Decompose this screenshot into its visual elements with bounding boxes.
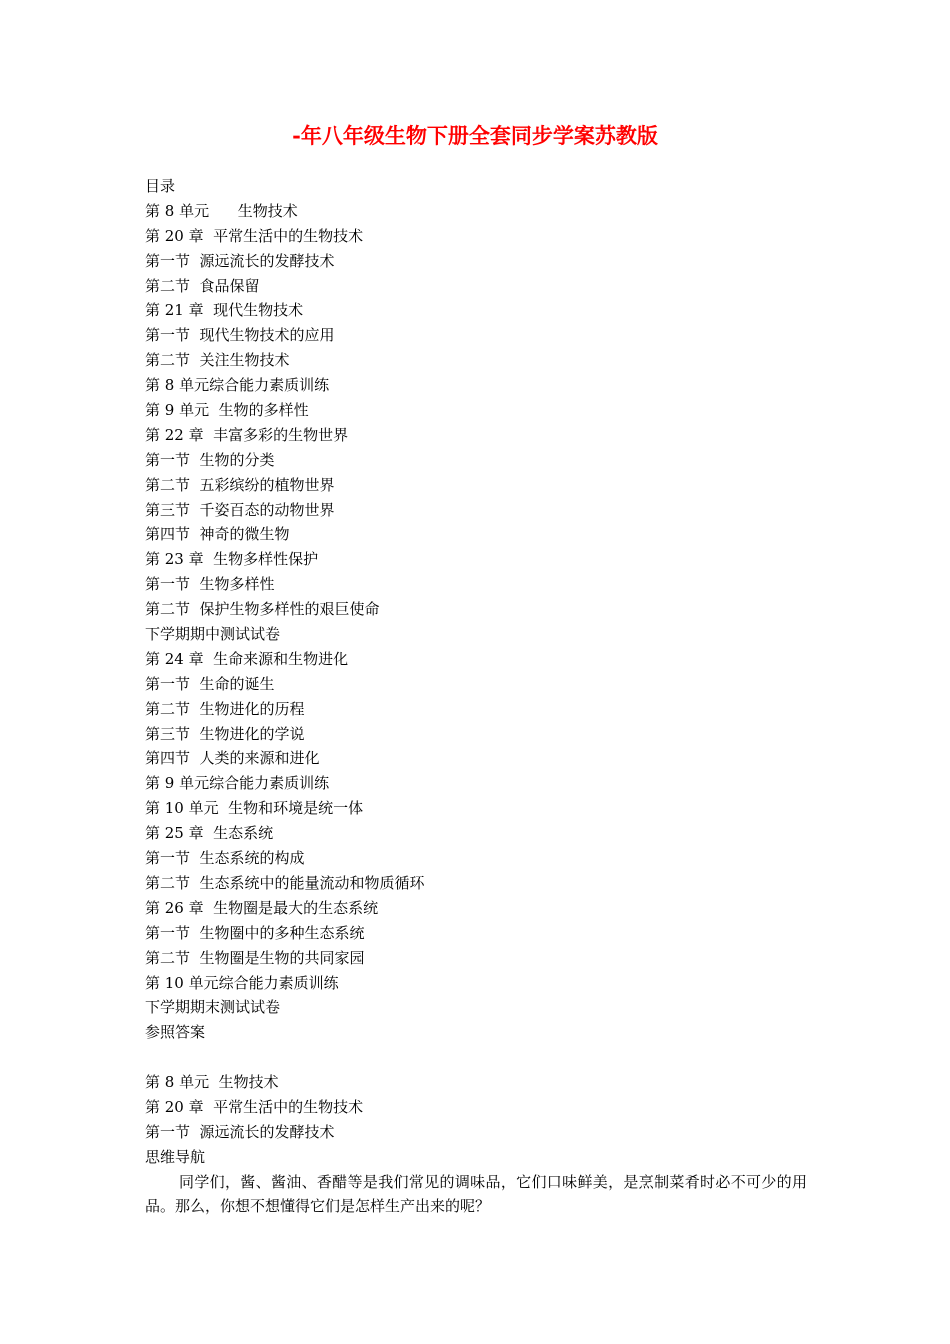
toc-item: 第 10 单元综合能力素质训练 xyxy=(145,973,339,992)
table-of-contents xyxy=(145,174,825,1045)
toc-item: 第二节 生物进化的历程 xyxy=(145,699,305,718)
toc-item: 第一节 现代生物技术的应用 xyxy=(145,326,335,345)
intro-paragraph: 同学们，酱、酱油、香醋等是我们常见的调味品，它们口味鲜美，是烹制菜肴时必不可少的用品。那么，你想不想懂得它们是怎样生产出来的呢？ xyxy=(145,1172,807,1216)
toc-item: 第 10 单元 生物和环境是统一体 xyxy=(145,799,364,818)
toc-item: 第一节 源远流长的发酵技术 xyxy=(145,251,335,270)
toc-item: 第三节 生物进化的学说 xyxy=(145,724,305,743)
toc-item: 第二节 五彩缤纷的植物世界 xyxy=(145,475,335,494)
toc-item: 第二节 关注生物技术 xyxy=(145,351,290,370)
chapter-heading: 第 20 章 平常生活中的生物技术 xyxy=(145,1097,364,1116)
unit-heading: 第 8 单元 生物技术 xyxy=(145,1073,279,1091)
toc-item: 第 9 单元综合能力素质训练 xyxy=(145,774,330,793)
toc-item: 第二节 食品保留 xyxy=(145,276,260,295)
toc-item: 第 20 章 平常生活中的生物技术 xyxy=(145,226,364,245)
toc-item: 第 21 章 现代生物技术 xyxy=(145,301,304,320)
toc-item: 参照答案 xyxy=(145,1023,206,1042)
toc-item: 第 22 章 丰富多彩的生物世界 xyxy=(145,425,349,444)
toc-item: 第二节 生态系统中的能量流动和物质循环 xyxy=(145,873,425,892)
lesson-heading: 第一节 源远流长的发酵技术 xyxy=(145,1122,335,1141)
toc-item: 第一节 生物圈中的多种生态系统 xyxy=(145,923,365,942)
toc-item: 第三节 千姿百态的动物世界 xyxy=(145,500,335,519)
toc-item: 第 8 单元 生物技术 xyxy=(145,201,298,220)
toc-item: 第二节 保护生物多样性的艰巨使命 xyxy=(145,600,380,619)
document-title: -年八年级生物下册全套同步学案苏教版 xyxy=(292,123,658,148)
toc-item: 第 25 章 生态系统 xyxy=(145,824,274,843)
toc-item: 第一节 生命的诞生 xyxy=(145,674,275,693)
toc-item: 第 8 单元综合能力素质训练 xyxy=(145,376,330,395)
subsection-heading: 思维导航 xyxy=(145,1147,206,1166)
toc-item: 第一节 生态系统的构成 xyxy=(145,849,305,868)
toc-item: 下学期期中测试试卷 xyxy=(145,625,281,644)
toc-item: 第 26 章 生物圈是最大的生态系统 xyxy=(145,898,379,917)
toc-item: 目录 xyxy=(145,177,176,195)
lesson-section xyxy=(145,1070,825,1219)
toc-item: 第一节 生物的分类 xyxy=(145,450,275,469)
toc-item: 下学期期末测试试卷 xyxy=(145,998,281,1017)
toc-item: 第四节 神奇的微生物 xyxy=(145,525,290,544)
toc-item: 第 24 章 生命来源和生物进化 xyxy=(145,649,349,668)
toc-item: 第一节 生物多样性 xyxy=(145,575,275,594)
toc-item: 第四节 人类的来源和进化 xyxy=(145,749,320,768)
toc-item: 第 23 章 生物多样性保护 xyxy=(145,550,319,569)
toc-item: 第 9 单元 生物的多样性 xyxy=(145,401,309,420)
toc-item: 第二节 生物圈是生物的共同家园 xyxy=(145,948,365,967)
